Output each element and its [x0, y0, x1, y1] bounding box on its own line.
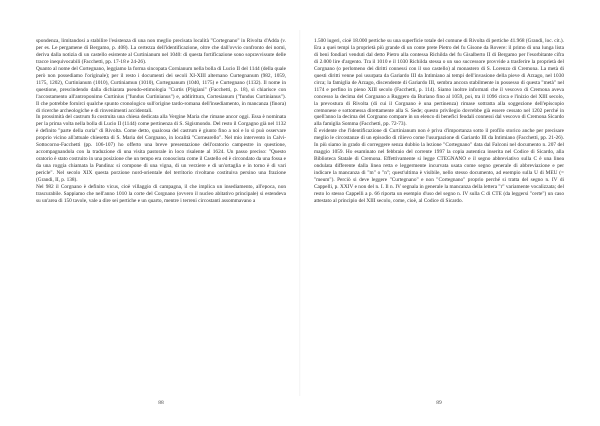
- left-page-number: 88: [158, 400, 164, 406]
- right-page-number: 89: [436, 400, 442, 406]
- left-paragraph: Nel 982 il Corgnano è definito vicus, cioè villaggio di campagna, il che implica un insediamento, all'epoca, non trascurabile. Sappiamo che nell'anno 1010 la corte del Corgnano (ovvero il nucleo abitativo principale) si estendeva su un'area di 150 tavole, vale a dire sei pertiche e un quarto, mentre i terreni circostanti assommavano a: [36, 184, 286, 204]
- left-page: [36, 38, 286, 408]
- right-paragraph: 1.500 iugeri, cioè 18.000 pertiche su una superficie totale del comune di Rivolta di pertiche 41.968 (Grandi, loc. cit.). Era a quei tempi la proprietà più grande di un conte prete Pietro del fu Gisone da Rovere: il primo di una lunga lista di beni fondiari venduti dal detto Pietro alla contessa Richilda del fu Gisalberto II di Bergamo per l'esorbitante cifra di 2.000 lire d'argento. Tra il 1010 e il 1030 Richilda stessa o un suo successore provvide a trasferire la proprietà del Corgnano (o perlomeno dei diritti connessi con il suo castello) al monastero di S. Lorenzo di Cremona. La metà di questi diritti venne poi usurpata da Gariardo III da Intimiano ai tempi dell'invasione della pieve di Arzago, nel 1030 circa; la famiglia de Arzago, discendente di Gariardo III, sembra ancora stabilmente in possesso di questa "metà" nel 1174 e perfino in pieno XIII secolo (Facchetti, p. 114). Siamo inoltre informati che il vescovo di Cremona aveva concesso la decima del Corgnano a Ruggero da Buriano fino al 1059, poi, tra il 1096 circa e l'inizio del XIII secolo, la prevostura di Rivolta (di cui il Corgnano è una pertinenza) rimase sottratta alla soggezione dell'episcopio cremonese e sottomessa direttamente alla S. Sede; questo privilegio dovrebbe già essere cessato nel 1202 perché in quell'anno la decima del Corgnano compare in un elenco di benefici feudali connessi dal vescovo di Cremona Sicardo alla famiglia Somma (Facchetti, pp. 72-73).: [314, 38, 564, 128]
- right-page-body: [314, 38, 564, 205]
- right-page: [314, 38, 564, 408]
- left-page-body: [36, 38, 286, 205]
- left-paragraph: Quanto al nome del Cortegnano, leggiamo la forma sincopata Cornianum nella bolla di Lucio II del 1144 (della quale però non possediamo l'originale); per il resto i documenti dei secoli XI-XIII alternano Curtegnanum (982, 1059, 1175, 1202), Curtinianum (1010), Curtiniamun (1010), Cortegnanum (1040, 1175) e Curtegnano (1132). Il nome in questione, prescindendo dalla dichiarata pseudo-etimologia "Curtis (P)igiani" (Facchetti, p. 18), si chiarisce con l'accostamento all'antroponimo Curtinius ("fundus Curtinianus") e, addirittura, Cortesianum ("fundus Curtinianus"). Il che potrebbe fornirci qualche spunto cronologico sull'origine tardo-romana dell'insediamento, in mancanza (finora) di ricerche archeologiche e di rinvenimenti accidentali.: [36, 65, 286, 114]
- right-paragraph: È evidente che l'identificazione di Curtinianum non è priva d'importanza sotto il profilo storico anche per precisare meglio le circostanze di un episodio di rilievo come l'usurpazione di Gariardo III da Intimiano (Facchetti, pp. 21-26). In più siamo in grado di correggere senza dubbio la lezione "Cortegnano" data dal Falconi nel documento n. 207 del maggio 1059. Ho esaminato nel febbraio del corrente 1997 la copia autentica inserita nel Codice di Sicardo, alla Biblioteca Statale di Cremona. Effettivamente si legge CTEGNANO e il segno abbreviativo sulla C è una linea ondulata differente dalla linea retta e leggermente incurvata usata come segno generale di abbreviazione e per indicare la mancanza di "m" o "n"; quest'ultima è visibile, nello stesso documento, ad esempio sulla U di MEU (= "meum"). Perciò si deve leggere "Curtegnano" e non "Cortegnano" proprio perché si tratta del segno n. IV di Cappelli, p. XXIV e non del n. I. Il n. IV segnala in generale la mancanza della lettera "r" variamente vocalizzata; del resto lo stesso Cappelli a p. 66 riporta un esempio d'uso del segno n. IV sulla C di CTE (da leggersi "certe") un caso attestato al principio del XIII secolo, come, cioè, al Codice di Sicardo.: [314, 128, 564, 204]
- left-paragraph: spondenza, limitandosi a stabilire l'esistenza di una non meglio precisata località "Cortegnano" in Rivolta d'Adda (v. per es. Le pergamene di Bergamo, p. 408). La certezza dell'identificazione, oltre che dall'ovvio confronto dei nomi, deriva dalla notizia di un castello esistente al Curtinianum nel 1040: di questa fortificazione sono sopravvissute delle tracce inequivocabili (Facchetti, pp. 17-18 e 24-26).: [36, 38, 286, 65]
- left-paragraph: In prossimità del castrum fu costruita una chiesa dedicata alla Vergine Maria che rimane ancor oggi. Essa è nominata per la prima volta nella bolla di Lucio II (1144) come pertinenza di S. Sigismondo. Del resto il Corgagno già nel 1132 è definito "parte della curia" di Rivolta. Come detto, qualcosa del castrum è giunto fino a noi e lo si può osservare proprio vicino all'attuale chiesetta di S. Maria del Corgnano, in località "Cornearello". Nel mio intervento in Calvi-Sottocorno-Facchetti (pp. 106-107) ho offerto una breve presentazione dell'oratorio campestre in questione, accompagnandola con la traduzione di una visita pastorale in loco risalente al 1624. Un passo preciso: "Questo oratorio è stato costruito in una posizione che un tempo era conosciuta come il Castello ed è circondato da una fossa e da una roggia chiamata la Pandina: si compone di una vigna, di un verziere e di un'ortaglia e in torno è di vari pericle". Nel secolo XIX questa porzione nord-orientale del territorio rivoltano costituiva persino una frazione (Grandi, II, p. 138).: [36, 114, 286, 184]
- book-gutter: [299, 30, 301, 396]
